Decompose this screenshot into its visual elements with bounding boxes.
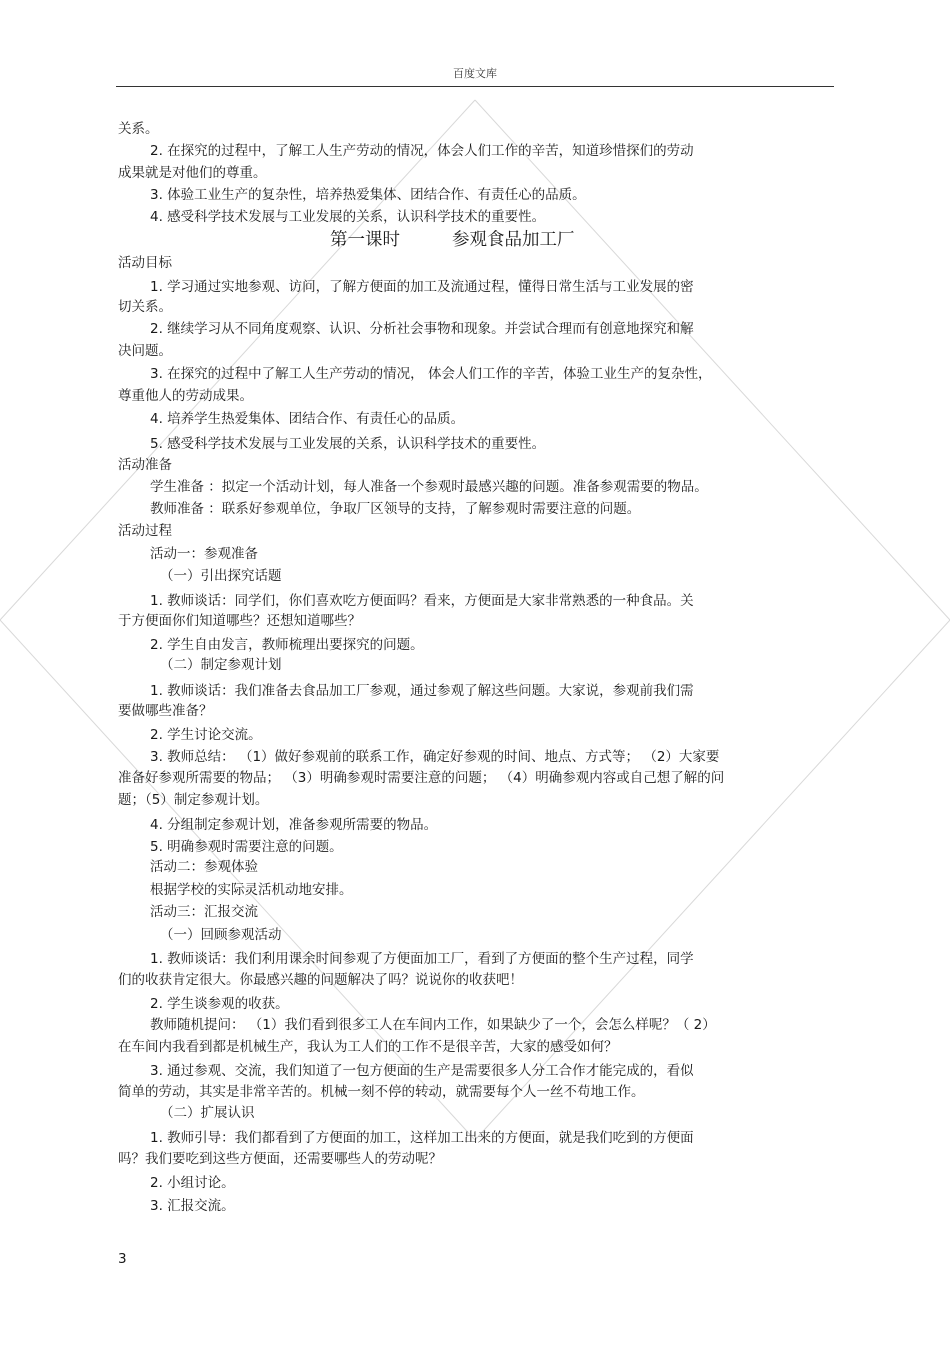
text-line: 活动过程 <box>118 523 172 539</box>
text-line: （二）制定参观计划 <box>160 657 282 673</box>
text-line: 1. 教师谈话：我们利用课余时间参观了方便面加工厂，看到了方便面的整个生产过程，同学 <box>150 951 694 967</box>
text-line: 1. 教师谈话：我们准备去食品加工厂参观，通过参观了解这些问题。大家说，参观前我们需 <box>150 683 694 699</box>
text-line: 活动准备 <box>118 457 172 473</box>
lesson-title-part2: 参观食品加工厂 <box>452 230 575 250</box>
text-line: 活动三：汇报交流 <box>150 904 258 920</box>
text-line: 2. 小组讨论。 <box>150 1175 235 1191</box>
lesson-title-part1: 第一课时 <box>330 230 400 250</box>
text-line: （一）回顾参观活动 <box>160 927 282 943</box>
text-line: 2. 学生谈参观的收获。 <box>150 996 289 1012</box>
text-line: 5. 感受科学技术发展与工业发展的关系，认识科学技术的重要性。 <box>150 436 546 452</box>
text-line: 2. 学生自由发言，教师梳理出要探究的问题。 <box>150 637 424 653</box>
text-line: 吗？我们要吃到这些方便面，还需要哪些人的劳动呢？ <box>118 1151 442 1167</box>
text-line: （一）引出探究话题 <box>160 568 282 584</box>
text-line: 4. 培养学生热爱集体、团结合作、有责任心的品质。 <box>150 411 465 427</box>
text-line: 尊重他人的劳动成果。 <box>118 388 253 404</box>
text-line: 1. 学习通过实地参观、访问，了解方便面的加工及流通过程，懂得日常生活与工业发展的密 <box>150 279 694 295</box>
text-line: 关系。 <box>118 121 159 137</box>
text-line: 活动目标 <box>118 255 172 271</box>
text-line: 5. 明确参观时需要注意的问题。 <box>150 839 343 855</box>
text-line: 准备好参观所需要的物品； （3）明确参观时需要注意的问题； （4）明确参观内容或自己想了解的问 <box>118 770 725 786</box>
text-line: 3. 在探究的过程中了解工人生产劳动的情况， 体会人们工作的辛苦，体验工业生产的复杂性， <box>150 366 712 382</box>
text-line: 教师准备 ：联系好参观单位，争取厂区领导的支持，了解参观时需要注意的问题。 <box>150 501 641 517</box>
text-line: 教师随机提问： （1）我们看到很多工人在车间内工作，如果缺少了一个，会怎么样呢？（ 2） <box>150 1017 716 1033</box>
text-line: 切关系。 <box>118 299 172 315</box>
text-line: 题；（5）制定参观计划。 <box>118 792 269 808</box>
text-line: 根据学校的实际灵活机动地安排。 <box>150 882 353 898</box>
text-line: 在车间内我看到都是机械生产，我认为工人们的工作不是很辛苦，大家的感受如何？ <box>118 1039 618 1055</box>
text-line: 2. 继续学习从不同角度观察、认识、分析社会事物和现象。并尝试合理而有创意地探究和解 <box>150 321 694 337</box>
text-line: 3. 汇报交流。 <box>150 1198 235 1214</box>
lesson-title <box>330 228 575 252</box>
text-line: 活动二：参观体验 <box>150 859 258 875</box>
text-line: 3. 通过参观、交流，我们知道了一包方便面的生产是需要很多人分工合作才能完成的，看似 <box>150 1063 694 1079</box>
text-line: 要做哪些准备？ <box>118 703 213 719</box>
header-title: 百度文库 <box>453 67 497 80</box>
text-line: 3. 教师总结： （1）做好参观前的联系工作，确定好参观的时间、地点、方式等； （2）大家要 <box>150 749 720 765</box>
text-line: 2. 在探究的过程中，了解工人生产劳动的情况，体会人们工作的辛苦，知道珍惜探们的劳动 <box>150 143 694 159</box>
text-line: （二）扩展认识 <box>160 1105 255 1121</box>
text-line: 成果就是对他们的尊重。 <box>118 165 267 181</box>
text-line: 1. 教师谈话：同学们，你们喜欢吃方便面吗？看来，方便面是大家非常熟悉的一种食品。关 <box>150 593 694 609</box>
text-line: 决问题。 <box>118 343 172 359</box>
page-number: 3 <box>118 1251 127 1267</box>
text-line: 简单的劳动，其实是非常辛苦的。机械一刻不停的转动，就需要每个人一丝不苟地工作。 <box>118 1084 645 1100</box>
text-line: 1. 教师引导：我们都看到了方便面的加工，这样加工出来的方便面，就是我们吃到的方便面 <box>150 1130 694 1146</box>
text-line: 3. 体验工业生产的复杂性，培养热爱集体、团结合作、有责任心的品质。 <box>150 187 586 203</box>
text-line: 学生准备 ：拟定一个活动计划，每人准备一个参观时最感兴趣的问题。准备参观需要的物品。 <box>150 479 708 495</box>
text-line: 于方便面你们知道哪些？还想知道哪些？ <box>118 613 361 629</box>
text-line: 们的收获肯定很大。你最感兴趣的问题解决了吗？说说你的收获吧！ <box>118 972 523 988</box>
text-line: 4. 分组制定参观计划，准备参观所需要的物品。 <box>150 817 438 833</box>
text-line: 活动一：参观准备 <box>150 546 258 562</box>
text-line: 2. 学生讨论交流。 <box>150 727 262 743</box>
text-line: 4. 感受科学技术发展与工业发展的关系，认识科学技术的重要性。 <box>150 209 546 225</box>
page-header <box>116 64 834 87</box>
